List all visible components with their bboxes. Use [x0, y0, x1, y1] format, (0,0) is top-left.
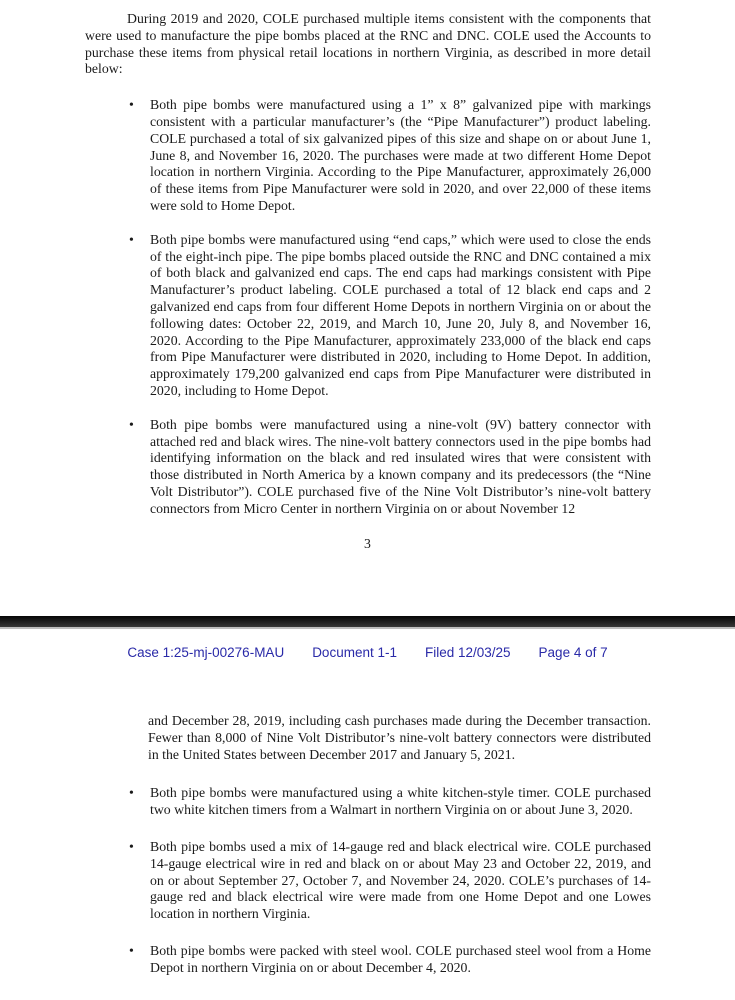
bullet-item-steel-wool: [85, 943, 651, 977]
intro-paragraph: During 2019 and 2020, COLE purchased multiple items consistent with the components that were used to manufacture the pipe bombs placed at the RNC and DNC. COLE used the Accounts to purchase these items from physical retail locations in northern Virginia, as described in more detail below:: [85, 11, 651, 77]
caption-page-indicator: Page 4 of 7: [538, 645, 608, 660]
bullet-text: Both pipe bombs were manufactured using a white kitchen-style timer. COLE purchased two white kitchen timers from a Walmart in northern Virginia on or about June 3, 2020.: [150, 785, 651, 818]
bullet-icon: •: [129, 231, 134, 247]
bullet-list-page4: [85, 785, 651, 976]
bullet-text: Both pipe bombs were manufactured using “end caps,” which were used to close the ends of the eight-inch pipe. The pipe bombs placed outside the RNC and DNC contained a mix of both black and galvanized end caps. The end caps had markings consistent with Pipe Manufacturer’s product labeling. COLE purchased a total of 12 black end caps and 2 galvanized end caps from four different Home Depots in northern Virginia on or about the following dates: October 22, 2019, and March 10, June 20, July 8, and November 16, 2020. According to the Pipe Manufacturer, approximately 233,000 of the black end caps from Pipe Manufacturer were distributed in 2020, including to Home Depot. In addition, approximately 179,200 galvanized end caps from Pipe Manufacturer were distributed in 2020, including to Home Depot.: [150, 231, 651, 398]
caption-document-number: Document 1-1: [312, 645, 397, 660]
bullet-item-kitchen-timer: [85, 785, 651, 819]
case-caption: [0, 644, 735, 661]
bullet-icon: •: [129, 416, 134, 432]
bullet-text: Both pipe bombs were manufactured using a nine-volt (9V) battery connector with attached red and black wires. The nine-volt battery connectors used in the pipe bombs had identifying information on the black and red insulated wires that were consistent with those distributed in North America by a known company and its predecessors (the “Nine Volt Distributor”). COLE purchased five of the Nine Volt Distributor’s nine-volt battery connectors from Micro Center in northern Virginia on or about November 12: [150, 416, 651, 516]
page-number: 3: [364, 536, 371, 551]
bullet-text: Both pipe bombs used a mix of 14-gauge red and black electrical wire. COLE purchased 14-gauge electrical wire in red and black on or about May 23 and October 22, 2019, and on or about September 27, October 7, and November 24, 2020. COLE’s purchases of 14-gauge red and black electrical wire were made from one Home Depot and one Lowes location in northern Virginia.: [150, 838, 651, 922]
bullet-icon: •: [129, 838, 134, 854]
caption-case-number: Case 1:25-mj-00276-MAU: [127, 645, 285, 660]
bullet-item-battery-connector: [85, 417, 651, 518]
bullet-text: Both pipe bombs were manufactured using a 1” x 8” galvanized pipe with markings consistent with a particular manufacturer’s (the “Pipe Manufacturer”) product labeling. COLE purchased a total of six galvanized pipes of this size and shape on or about June 1, June 8, and November 16, 2020. The purchases were made at two different Home Depot location in northern Virginia. According to the Pipe Manufacturer, approximately 26,000 of these items from Pipe Manufacturer were sold in 2020, and over 22,000 of these items were sold to Home Depot.: [150, 97, 651, 213]
continuation-paragraph: and December 28, 2019, including cash purchases made during the December transaction. Fewer than 8,000 of Nine Volt Distributor’s nine-volt battery connectors were distributed in the United States between December 2017 and January 5, 2021.: [148, 713, 651, 762]
caption-filed-date: Filed 12/03/25: [424, 645, 511, 660]
bullet-icon: •: [129, 942, 134, 958]
page4-content: [85, 713, 651, 977]
bullet-list-page3: [85, 97, 651, 517]
page-separator-bar: [0, 616, 735, 629]
bullet-item-electrical-wire: [85, 839, 651, 923]
page3-content: [85, 11, 651, 518]
bullet-text: Both pipe bombs were packed with steel wool. COLE purchased steel wool from a Home Depot in northern Virginia on or about December 4, 2020.: [150, 942, 651, 975]
bullet-item-galvanized-pipe: [85, 97, 651, 215]
bullet-icon: •: [129, 97, 134, 113]
bullet-icon: •: [129, 785, 134, 801]
bullet-item-end-caps: [85, 232, 651, 400]
